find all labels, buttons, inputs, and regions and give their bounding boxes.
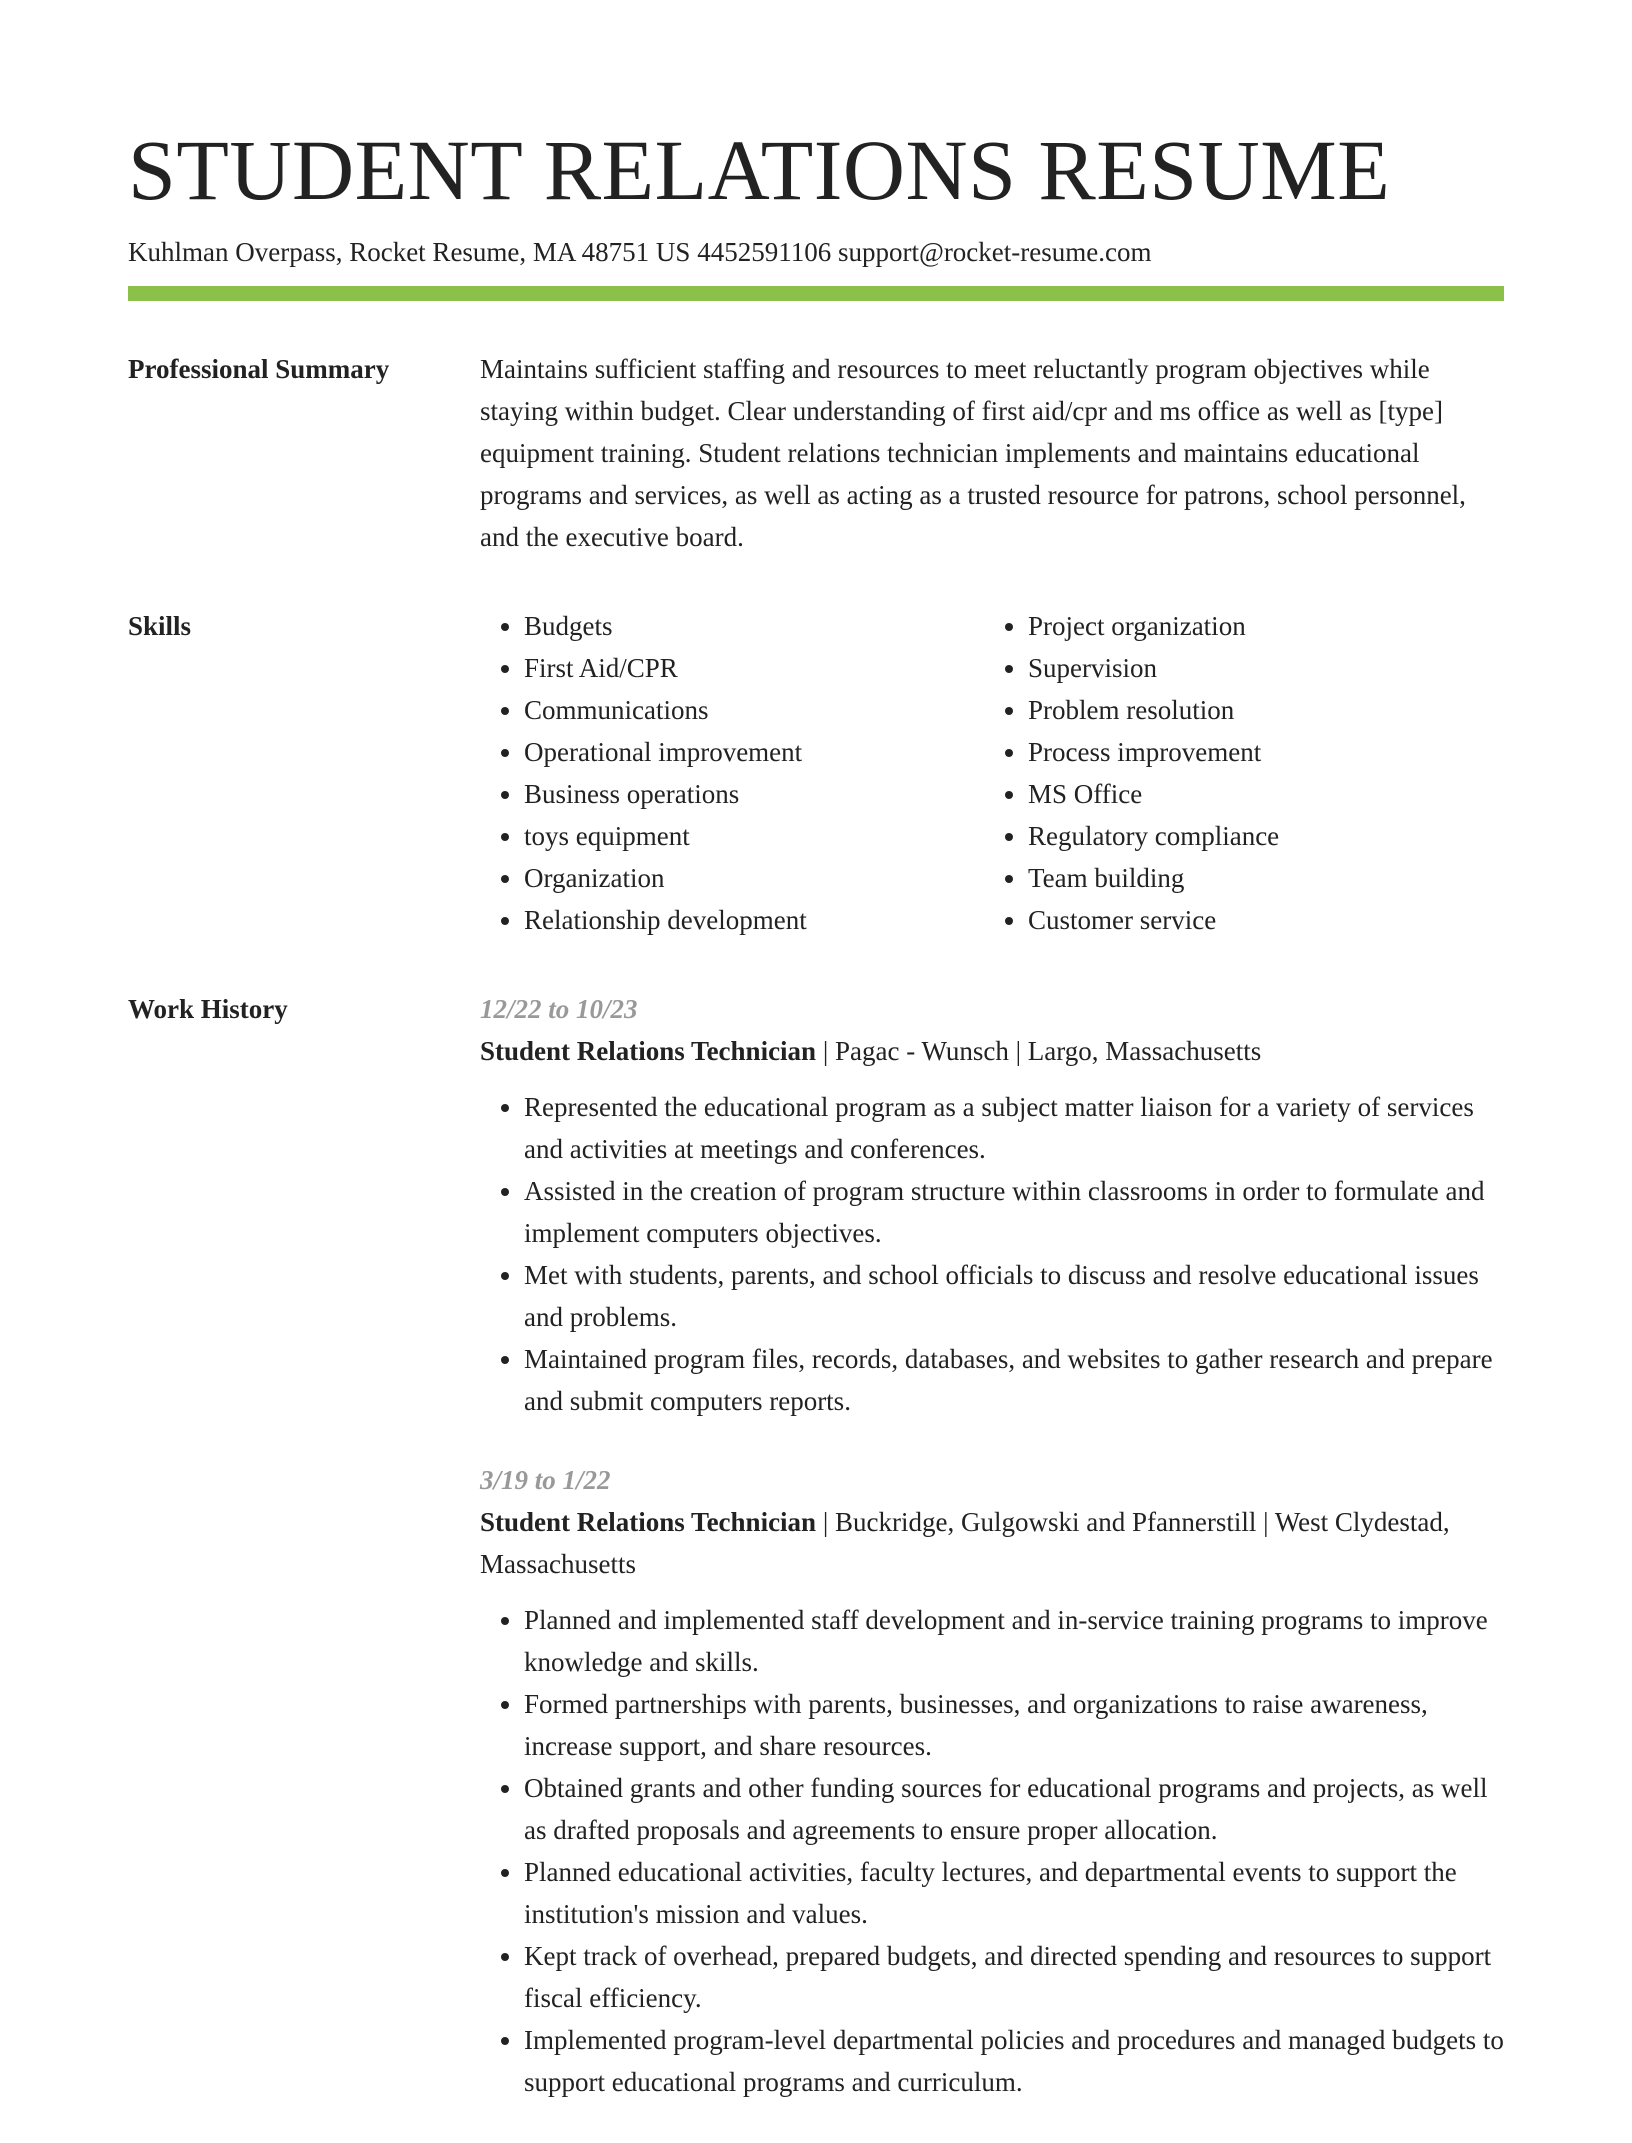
job-entry bbox=[480, 988, 1504, 1422]
job-role: Student Relations Technician bbox=[480, 1036, 817, 1066]
summary-section bbox=[128, 351, 1504, 558]
job-bullet: • Implemented program-level departmental policies and procedures and managed budgets to support educational programs and curriculum. bbox=[524, 2019, 1504, 2103]
skills-section bbox=[128, 608, 1504, 941]
skill-item: • MS Office bbox=[1028, 773, 1488, 815]
skill-item: • Regulatory compliance bbox=[1028, 815, 1488, 857]
resume-page bbox=[128, 118, 1504, 2143]
skills-list-left bbox=[480, 605, 984, 941]
job-bullet: • Met with students, parents, and school officials to discuss and resolve educational issues and problems. bbox=[524, 1254, 1504, 1338]
job-bullets bbox=[480, 1086, 1504, 1422]
skills-list-right bbox=[984, 605, 1488, 941]
resume-title: STUDENT RELATIONS RESUME bbox=[128, 122, 1391, 218]
job-bullet: • Kept track of overhead, prepared budgets, and directed spending and resources to support fiscal efficiency. bbox=[524, 1935, 1504, 2019]
job-employer-location: | Buckridge, Gulgowski and Pfannerstill | West Clydestad, Massachusetts bbox=[480, 1507, 1450, 1579]
skill-item: • Process improvement bbox=[1028, 731, 1488, 773]
skill-item: • Relationship development bbox=[524, 899, 984, 941]
skill-item: • Communications bbox=[524, 689, 984, 731]
work-history-section bbox=[128, 991, 1504, 2143]
skills-columns bbox=[480, 605, 1504, 941]
job-heading bbox=[480, 1501, 1504, 1585]
job-bullet: • Planned and implemented staff development and in-service training programs to improve knowledge and skills. bbox=[524, 1599, 1504, 1683]
job-role: Student Relations Technician bbox=[480, 1507, 817, 1537]
contact-line: Kuhlman Overpass, Rocket Resume, MA 48751 US 4452591106 support@rocket-resume.com bbox=[128, 237, 1152, 267]
skill-item: • Supervision bbox=[1028, 647, 1488, 689]
job-bullet: • Maintained program files, records, databases, and websites to gather research and prepare and submit computers reports. bbox=[524, 1338, 1504, 1422]
job-entry bbox=[480, 1459, 1504, 2103]
skill-item: • Operational improvement bbox=[524, 731, 984, 773]
job-employer-location: | Pagac - Wunsch | Largo, Massachusetts bbox=[816, 1036, 1262, 1066]
summary-text: Maintains sufficient staffing and resources to meet reluctantly program objectives while staying within budget. Clear understanding of first aid/cpr and ms office as well as [type] equipment training. Student relations technician implements and maintains educational programs and services, as well as acting as a trusted resource for patrons, school personnel, and the executive board. bbox=[480, 354, 1466, 552]
job-bullet: • Assisted in the creation of program structure within classrooms in order to formulate and implement computers objectives. bbox=[524, 1170, 1504, 1254]
skill-item: • Organization bbox=[524, 857, 984, 899]
job-list bbox=[480, 991, 1504, 2143]
skill-item: • Business operations bbox=[524, 773, 984, 815]
job-bullet: • Represented the educational program as a subject matter liaison for a variety of services and activities at meetings and conferences. bbox=[524, 1086, 1504, 1170]
job-bullet: • Obtained grants and other funding sources for educational programs and projects, as well as drafted proposals and agreements to ensure proper allocation. bbox=[524, 1767, 1504, 1851]
skill-item: • Customer service bbox=[1028, 899, 1488, 941]
job-bullet: • Formed partnerships with parents, businesses, and organizations to raise awareness, increase support, and share resources. bbox=[524, 1683, 1504, 1767]
accent-divider bbox=[128, 286, 1504, 301]
job-dates: 12/22 to 10/23 bbox=[480, 994, 638, 1024]
job-dates: 3/19 to 1/22 bbox=[480, 1465, 611, 1495]
job-bullets bbox=[480, 1599, 1504, 2103]
skill-item: • toys equipment bbox=[524, 815, 984, 857]
skill-item: • Team building bbox=[1028, 857, 1488, 899]
skill-item: • First Aid/CPR bbox=[524, 647, 984, 689]
job-heading bbox=[480, 1030, 1504, 1072]
skill-item: • Problem resolution bbox=[1028, 689, 1488, 731]
summary-label: Professional Summary bbox=[128, 354, 390, 384]
skill-item: • Project organization bbox=[1028, 605, 1488, 647]
job-bullet: • Planned educational activities, faculty lectures, and departmental events to support the institution's mission and values. bbox=[524, 1851, 1504, 1935]
skill-item: • Budgets bbox=[524, 605, 984, 647]
skills-label: Skills bbox=[128, 611, 192, 641]
work-history-label: Work History bbox=[128, 994, 288, 1024]
